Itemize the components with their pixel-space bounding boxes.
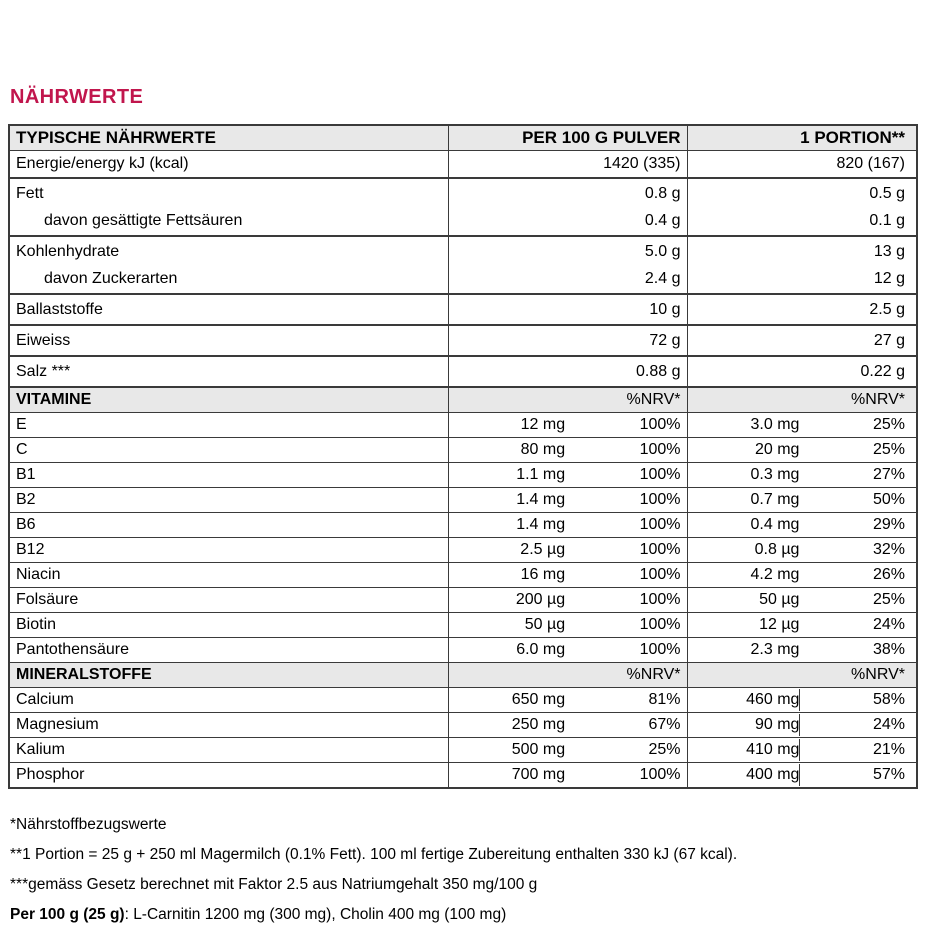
nutrient-label: Biotin <box>9 613 448 638</box>
portion-values <box>688 689 917 711</box>
footnote-nrv: *Nährstoffbezugswerte <box>10 816 167 833</box>
value-portion: 2.5 g <box>687 294 917 325</box>
saturated-fat-label: davon gesättigte Fettsäuren <box>44 212 243 229</box>
nutrient-label: Calcium <box>9 688 448 713</box>
row-vitamin-b12 <box>9 538 917 563</box>
value-portion: 27 g <box>687 325 917 356</box>
row-fat-group <box>9 178 917 236</box>
carbs-per100: 5.0 g <box>644 243 681 260</box>
amount-per100: 16 mg <box>520 566 566 583</box>
amount-portion: 0.4 mg <box>750 516 800 533</box>
value-per100: 1420 (335) <box>448 151 687 179</box>
amount-per100: 250 mg <box>511 716 566 733</box>
amount-per100: 500 mg <box>511 741 566 758</box>
nrv-portion: 58% <box>799 689 916 711</box>
nrv-per100: 100% <box>639 566 681 583</box>
nutrient-label: Magnesium <box>9 713 448 738</box>
per100-values <box>449 739 687 761</box>
nrv-per100: 100% <box>639 541 681 558</box>
row-energy <box>9 151 917 179</box>
value-portion: 0.22 g <box>687 356 917 387</box>
nrv-header-portion: %NRV* <box>687 663 917 688</box>
footnotes <box>10 815 934 925</box>
per100-values <box>449 539 687 561</box>
portion-values <box>688 564 917 586</box>
nrv-per100: 67% <box>648 716 681 733</box>
minerals-section-label: MINERALSTOFFE <box>9 663 448 688</box>
nrv-portion: 24% <box>799 714 916 736</box>
nutrient-label: Salz *** <box>9 356 448 387</box>
portion-values <box>688 464 917 486</box>
amount-per100: 1.4 mg <box>516 516 566 533</box>
sugars-portion: 12 g <box>873 270 905 287</box>
nutrient-label: Pantothensäure <box>9 638 448 663</box>
portion-values <box>688 714 917 736</box>
value-per100 <box>448 236 687 294</box>
nrv-portion: 26% <box>872 566 905 583</box>
nrv-header-portion: %NRV* <box>687 387 917 413</box>
per100-values <box>449 489 687 511</box>
section-row-vitamins <box>9 387 917 413</box>
nrv-portion: 38% <box>872 641 905 658</box>
row-phosphor <box>9 763 917 789</box>
nutrient-label: B2 <box>9 488 448 513</box>
value-portion <box>687 178 917 236</box>
footnote-portion: **1 Portion = 25 g + 250 ml Magermilch (0.1% Fett). 100 ml fertige Zubereitung enthalten 330 kJ (67 kcal). <box>10 846 738 863</box>
per100-values <box>449 464 687 486</box>
value-portion: 820 (167) <box>687 151 917 179</box>
amount-portion: 0.3 mg <box>750 466 800 483</box>
row-magnesium <box>9 713 917 738</box>
value-portion <box>687 236 917 294</box>
row-kalium <box>9 738 917 763</box>
nutrient-label: Kalium <box>9 738 448 763</box>
nutrient-label: Folsäure <box>9 588 448 613</box>
nutrition-table <box>8 124 918 789</box>
fat-portion: 0.5 g <box>869 185 905 202</box>
nrv-header-per100: %NRV* <box>448 387 687 413</box>
nrv-portion: 25% <box>872 591 905 608</box>
sugars-label: davon Zuckerarten <box>44 270 178 287</box>
row-folsaeure <box>9 588 917 613</box>
amount-portion: 460 mg <box>746 691 800 708</box>
row-salt <box>9 356 917 387</box>
nrv-per100: 81% <box>648 691 681 708</box>
nrv-per100: 100% <box>639 416 681 433</box>
fat-per100: 0.8 g <box>644 185 681 202</box>
nutrient-label: B6 <box>9 513 448 538</box>
saturated-fat-portion: 0.1 g <box>869 212 905 229</box>
footnote-salt: ***gemäss Gesetz berechnet mit Faktor 2.5 aus Natriumgehalt 350 mg/100 g <box>10 876 538 893</box>
per100-values <box>449 439 687 461</box>
per100-values <box>449 414 687 436</box>
nutrient-label: B1 <box>9 463 448 488</box>
nrv-per100: 100% <box>639 591 681 608</box>
per100-values <box>449 689 687 711</box>
row-biotin <box>9 613 917 638</box>
column-header-portion: 1 PORTION** <box>687 125 917 151</box>
value-per100: 72 g <box>448 325 687 356</box>
portion-values <box>688 614 917 636</box>
row-carb-group <box>9 236 917 294</box>
nrv-portion: 25% <box>872 416 905 433</box>
amount-per100: 6.0 mg <box>516 641 566 658</box>
footnote-per100-bold: Per 100 g (25 g) <box>10 906 125 923</box>
portion-values <box>688 439 917 461</box>
amount-portion: 0.7 mg <box>750 491 800 508</box>
column-header-typical-values: TYPISCHE NÄHRWERTE <box>9 125 448 151</box>
row-vitamin-c <box>9 438 917 463</box>
nrv-per100: 100% <box>639 516 681 533</box>
value-per100 <box>448 178 687 236</box>
nrv-per100: 100% <box>639 466 681 483</box>
nutrient-label: Phosphor <box>9 763 448 789</box>
row-vitamin-b1 <box>9 463 917 488</box>
sugars-per100: 2.4 g <box>644 270 681 287</box>
table-header-row <box>9 125 917 151</box>
nutrient-label: E <box>9 413 448 438</box>
carbs-portion: 13 g <box>873 243 905 260</box>
portion-values <box>688 639 917 661</box>
amount-portion: 4.2 mg <box>750 566 800 583</box>
nutrient-label: Energie/energy kJ (kcal) <box>9 151 448 179</box>
per100-values <box>449 714 687 736</box>
page-title: NÄHRWERTE <box>10 86 144 108</box>
nrv-per100: 100% <box>639 441 681 458</box>
row-fiber <box>9 294 917 325</box>
nutrient-label <box>9 236 448 294</box>
nrv-portion: 29% <box>872 516 905 533</box>
amount-per100: 650 mg <box>511 691 566 708</box>
per100-values <box>449 639 687 661</box>
amount-per100: 1.4 mg <box>516 491 566 508</box>
per100-values <box>449 764 687 786</box>
amount-portion: 20 mg <box>754 441 800 458</box>
nrv-portion: 21% <box>799 739 916 761</box>
nrv-per100: 100% <box>639 616 681 633</box>
section-row-minerals <box>9 663 917 688</box>
nutrient-label: Niacin <box>9 563 448 588</box>
nutrient-label: Eiweiss <box>9 325 448 356</box>
row-vitamin-b2 <box>9 488 917 513</box>
row-calcium <box>9 688 917 713</box>
amount-portion: 3.0 mg <box>750 416 800 433</box>
nrv-portion: 25% <box>872 441 905 458</box>
amount-portion: 400 mg <box>746 766 800 783</box>
nrv-portion: 24% <box>872 616 905 633</box>
nrv-per100: 25% <box>648 741 681 758</box>
row-protein <box>9 325 917 356</box>
value-per100: 10 g <box>448 294 687 325</box>
footnote-per100-rest: : L-Carnitin 1200 mg (300 mg), Cholin 400 mg (100 mg) <box>124 906 507 923</box>
amount-portion: 0.8 µg <box>754 541 800 558</box>
amount-per100: 2.5 µg <box>520 541 566 558</box>
amount-per100: 700 mg <box>511 766 566 783</box>
vitamins-section-label: VITAMINE <box>9 387 448 413</box>
carbs-label: Kohlenhydrate <box>16 243 120 260</box>
portion-values <box>688 414 917 436</box>
nrv-header-per100: %NRV* <box>448 663 687 688</box>
column-header-per-100g: PER 100 G PULVER <box>448 125 687 151</box>
amount-per100: 200 µg <box>515 591 566 608</box>
nrv-per100: 100% <box>639 766 681 783</box>
saturated-fat-per100: 0.4 g <box>644 212 681 229</box>
per100-values <box>449 589 687 611</box>
nutrient-label: B12 <box>9 538 448 563</box>
nrv-per100: 100% <box>639 641 681 658</box>
row-vitamin-b6 <box>9 513 917 538</box>
portion-values <box>688 489 917 511</box>
amount-per100: 1.1 mg <box>516 466 566 483</box>
amount-per100: 12 mg <box>520 416 566 433</box>
fat-label: Fett <box>16 185 44 202</box>
nutrient-label: C <box>9 438 448 463</box>
per100-values <box>449 614 687 636</box>
per100-values <box>449 514 687 536</box>
portion-values <box>688 589 917 611</box>
portion-values <box>688 514 917 536</box>
portion-values <box>688 739 917 761</box>
nutrient-label <box>9 178 448 236</box>
amount-portion: 90 mg <box>754 716 800 733</box>
nrv-portion: 50% <box>872 491 905 508</box>
amount-portion: 50 µg <box>759 591 800 608</box>
amount-portion: 2.3 mg <box>750 641 800 658</box>
amount-portion: 410 mg <box>746 741 800 758</box>
amount-per100: 50 µg <box>524 616 566 633</box>
amount-portion: 12 µg <box>759 616 800 633</box>
value-per100: 0.88 g <box>448 356 687 387</box>
portion-values <box>688 539 917 561</box>
per100-values <box>449 564 687 586</box>
portion-values <box>688 764 917 786</box>
nrv-portion: 27% <box>872 466 905 483</box>
nrv-portion: 57% <box>799 764 916 786</box>
row-niacin <box>9 563 917 588</box>
nrv-per100: 100% <box>639 491 681 508</box>
amount-per100: 80 mg <box>520 441 566 458</box>
row-vitamin-e <box>9 413 917 438</box>
nutrient-label: Ballaststoffe <box>9 294 448 325</box>
row-pantothensaeure <box>9 638 917 663</box>
nrv-portion: 32% <box>872 541 905 558</box>
footnote-per100 <box>10 905 934 925</box>
